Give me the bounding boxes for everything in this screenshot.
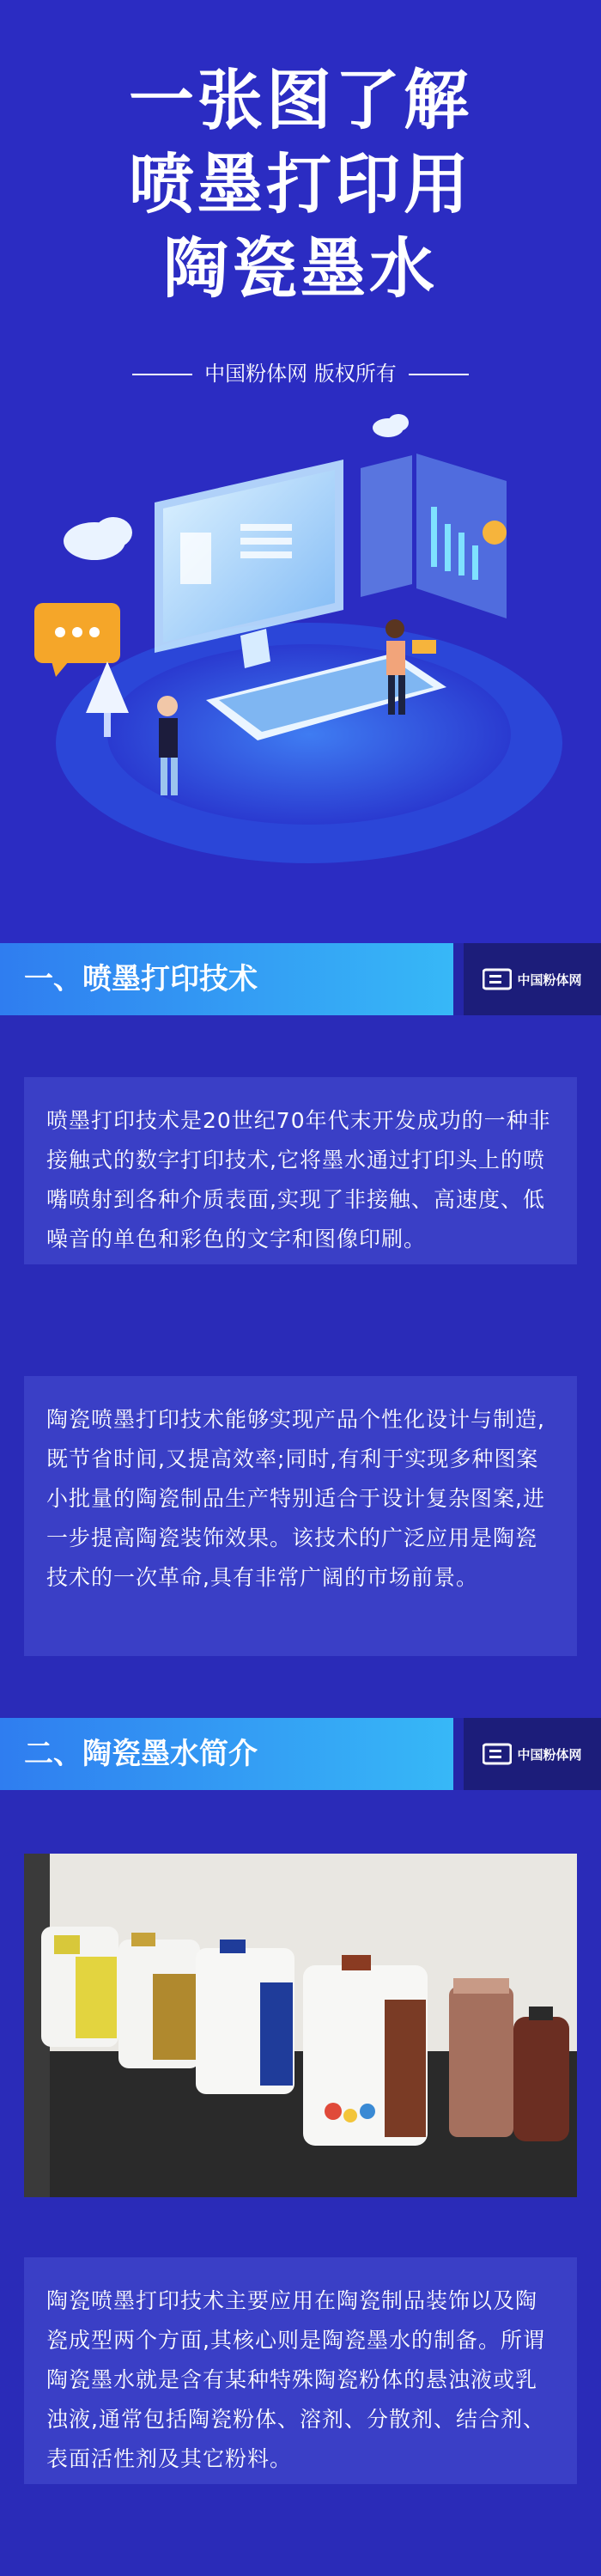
section-header-1 bbox=[0, 943, 601, 1015]
ink-bottle bbox=[118, 1933, 200, 2068]
brand-logo-icon bbox=[483, 968, 512, 990]
hero-title-line-3: 陶瓷墨水 bbox=[163, 230, 438, 307]
brand-logo-icon bbox=[483, 1743, 512, 1765]
paragraph-card: 陶瓷喷墨打印技术主要应用在陶瓷制品装饰以及陶瓷成型两个方面,其核心则是陶瓷墨水的制备。所谓陶瓷墨水就是含有某种特殊陶瓷粉体的悬浊液或乳浊液,通常包括陶瓷粉体、溶剂、分散剂、结合剂、表面活性剂及其它粉料。 bbox=[24, 2257, 577, 2484]
ink-bottles-photo bbox=[24, 1854, 577, 2197]
hero-subtitle bbox=[0, 359, 601, 388]
section-title: 一、喷墨打印技术 bbox=[24, 962, 258, 996]
paragraph-card: 喷墨打印技术是20世纪70年代末开发成功的一种非接触式的数字打印技术,它将墨水通过打印头上的喷嘴喷射到各种介质表面,实现了非接触、高速度、低噪音的单色和彩色的文字和图像印刷。 bbox=[24, 1077, 577, 1264]
brand-logo-text: 中国粉体网 bbox=[517, 971, 582, 988]
ink-bottle bbox=[303, 1955, 428, 2146]
divider bbox=[132, 374, 192, 375]
section-header-2 bbox=[0, 1718, 601, 1790]
copyright-text: 中国粉体网 版权所有 bbox=[204, 362, 397, 386]
cloud-icon bbox=[373, 414, 409, 437]
hero-title-line-1: 一张图了解 bbox=[129, 62, 472, 138]
brand-logo bbox=[464, 1718, 601, 1790]
glass-panel bbox=[361, 455, 412, 597]
brand-logo bbox=[464, 943, 601, 1015]
paragraph-card: 陶瓷喷墨打印技术能够实现产品个性化设计与制造,既节省时间,又提高效率;同时,有利于实现多种图案小批量的陶瓷制品生产特别适合于设计复杂图案,进一步提高陶瓷装饰效果。该技术的广泛应用是陶瓷技术的一次革命,具有非常广阔的市场前景。 bbox=[24, 1376, 577, 1656]
ink-bottle bbox=[449, 1978, 513, 2137]
section-title: 二、陶瓷墨水简介 bbox=[24, 1737, 258, 1771]
ink-bottle bbox=[196, 1940, 294, 2094]
computer-illustration bbox=[34, 404, 567, 885]
ink-bottle bbox=[513, 2007, 569, 2141]
cloud-icon bbox=[64, 517, 132, 560]
brand-logo-text: 中国粉体网 bbox=[517, 1746, 582, 1763]
hero-title-line-2: 喷墨打印用 bbox=[129, 146, 472, 222]
divider bbox=[409, 374, 469, 375]
ink-bottle bbox=[41, 1927, 118, 2047]
bar-chart-icon bbox=[416, 454, 507, 618]
hero-banner bbox=[0, 0, 601, 945]
